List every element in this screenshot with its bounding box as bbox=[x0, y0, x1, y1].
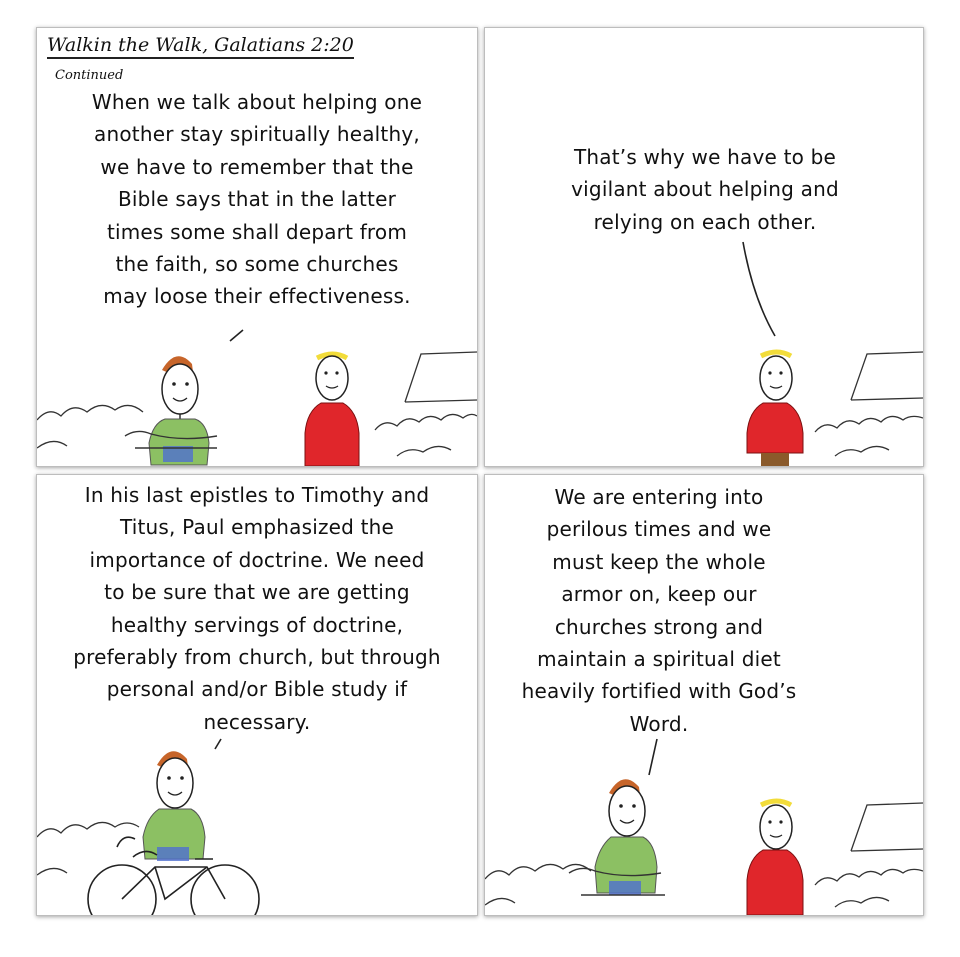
speech-text-panel-3: In his last epistles to Timothy and Titus, Paul emphasized the importance of doctrine. We need to be sure that we are getting healthy servings of doctrine, preferably from church, but through personal and/or Bible study if necessary. bbox=[73, 483, 441, 734]
bushes-left bbox=[37, 405, 143, 448]
boy-red-shirt bbox=[747, 352, 803, 466]
comic-panel-2 bbox=[484, 27, 924, 467]
house bbox=[851, 352, 923, 400]
panel-3-illustration bbox=[37, 475, 477, 915]
house bbox=[405, 352, 477, 402]
comic-panel-4 bbox=[484, 474, 924, 916]
boy-red-shirt bbox=[305, 354, 359, 466]
man-green-shirt bbox=[569, 779, 665, 895]
speech-tail bbox=[230, 330, 243, 341]
speech-text-panel-2: That’s why we have to be vigilant about helping and relying on each other. bbox=[571, 145, 839, 234]
comic-panel-3 bbox=[36, 474, 478, 916]
house bbox=[851, 803, 923, 851]
speech-text-panel-1: When we talk about helping one another stay spiritually healthy, we have to remember that the Bible says that in the latter times some shall depart from the faith, so some churches may loose their effectiveness. bbox=[91, 90, 423, 309]
man-green-shirt bbox=[125, 356, 217, 465]
speech-tail bbox=[215, 739, 221, 749]
panel-2-illustration bbox=[485, 28, 923, 466]
bushes-left bbox=[37, 822, 139, 875]
bushes-right bbox=[815, 416, 923, 456]
bushes-right bbox=[375, 414, 477, 456]
comic-subtitle: Continued bbox=[55, 68, 124, 83]
speech-tail bbox=[649, 739, 657, 775]
speech-text-panel-4: We are entering into perilous times and we must keep the whole armor on, keep our churches strong and maintain a spiritual diet heavily fortified with God’s Word. bbox=[521, 485, 797, 736]
panel-4-illustration bbox=[485, 475, 923, 915]
bushes-right bbox=[815, 869, 923, 907]
boy-red-shirt bbox=[747, 801, 803, 915]
comic-title: Walkin the Walk, Galatians 2:20 bbox=[47, 34, 354, 59]
speech-tail bbox=[743, 242, 775, 336]
comic-panel-1 bbox=[36, 27, 478, 467]
man-green-shirt bbox=[143, 751, 205, 861]
panel-1-illustration bbox=[37, 28, 477, 466]
